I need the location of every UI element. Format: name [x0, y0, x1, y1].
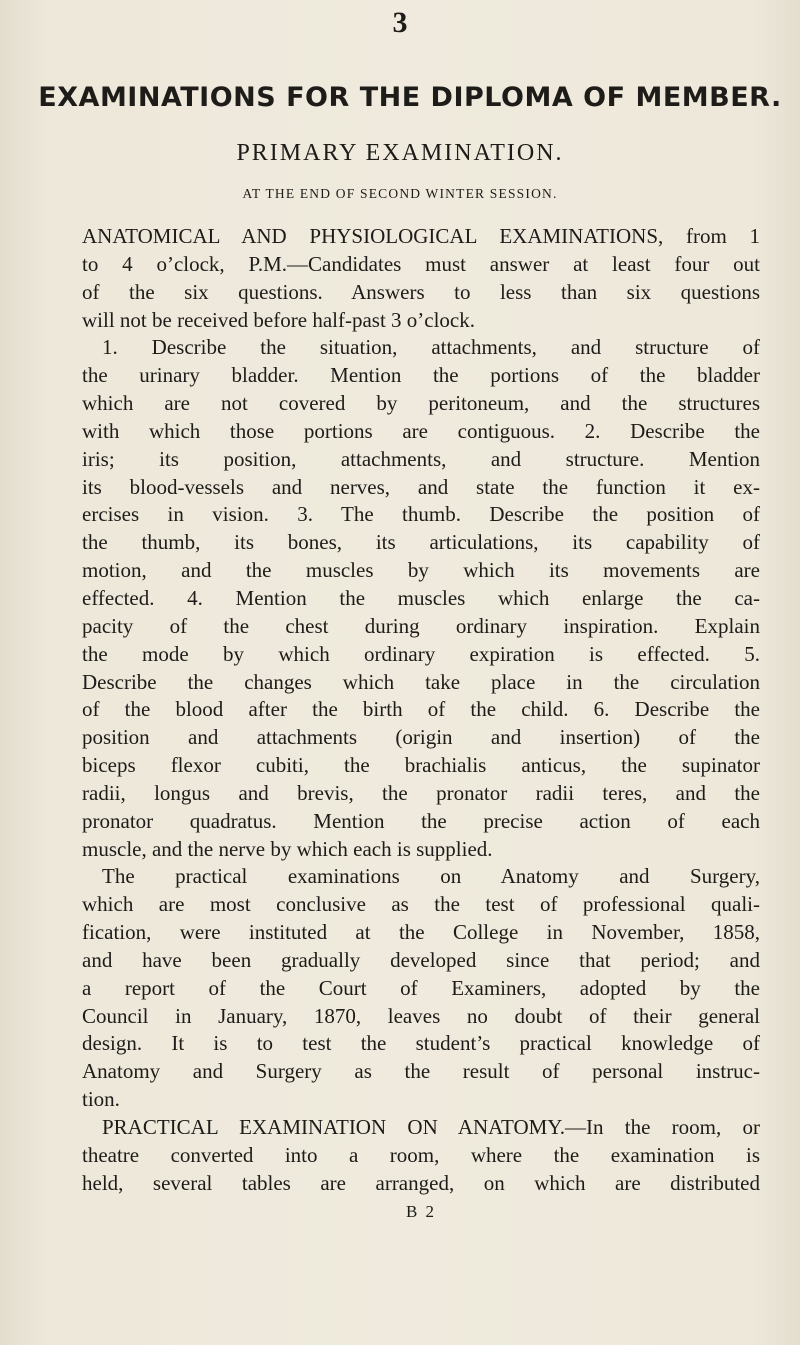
text-line: Anatomy and Surgery as the result of personal instruc- — [82, 1059, 760, 1084]
text-line: Council in January, 1870, leaves no doubt of their general — [82, 1003, 760, 1028]
text-line: will not be received before half-past 3 o’clock. — [82, 307, 476, 332]
text-line: with which those portions are contiguous. 2. Describe the — [82, 418, 760, 443]
text-line: its blood-vessels and nerves, and state the function it ex- — [82, 474, 760, 499]
text-line: pronator quadratus. Mention the precise action of each — [82, 808, 760, 833]
text-line: motion, and the muscles by which its movements are — [82, 558, 760, 583]
page-number: 3 — [392, 6, 408, 39]
text-line: the urinary bladder. Mention the portions of the bladder — [82, 363, 760, 388]
text-line: ANATOMICAL AND PHYSIOLOGICAL EXAMINATIONS, from 1 — [82, 224, 760, 248]
text-line: 1. Describe the situation, attachments, and structure of — [102, 335, 760, 360]
text-line: ercises in vision. 3. The thumb. Describe the position of — [82, 502, 760, 527]
text-line: the thumb, its bones, its articulations, its capability of — [82, 530, 760, 555]
text-line: fication, were instituted at the College in November, 1858, — [82, 920, 760, 945]
section-heading: PRIMARY EXAMINATION. — [236, 140, 564, 166]
text-line: The practical examinations on Anatomy and Surgery, — [102, 864, 760, 889]
text-line: tion. — [82, 1087, 120, 1112]
text-line: and have been gradually developed since that period; and — [82, 947, 760, 972]
text-line: iris; its position, attachments, and structure. Mention — [82, 446, 760, 471]
text-line: of the six questions. Answers to less than six questions — [82, 279, 760, 304]
text-line: which are not covered by peritoneum, and the structures — [82, 391, 760, 416]
text-line: design. It is to test the student’s practical knowledge of — [82, 1031, 760, 1056]
text-line: position and attachments (origin and insertion) of the — [82, 725, 760, 750]
text-line: the mode by which ordinary expiration is effected. 5. — [82, 641, 760, 666]
body-text — [82, 223, 760, 1225]
text-line: of the blood after the birth of the child. 6. Describe the — [82, 697, 760, 722]
text-line: Describe the changes which take place in the circulation — [82, 669, 760, 694]
text-line: muscle, and the nerve by which each is supplied. — [82, 836, 493, 861]
text-line: a report of the Court of Examiners, adopted by the — [82, 975, 760, 1000]
session-note: AT THE END OF SECOND WINTER SESSION. — [242, 186, 558, 201]
text-line: held, several tables are arranged, on which are distributed — [82, 1170, 760, 1195]
text-line: theatre converted into a room, where the examination is — [82, 1142, 760, 1167]
text-line: PRACTICAL EXAMINATION ON ANATOMY.—In the room, or — [102, 1115, 760, 1139]
page-title: EXAMINATIONS FOR THE DIPLOMA OF MEMBER. — [38, 82, 782, 113]
text-line: to 4 o’clock, P.M.—Candidates must answer at least four out — [82, 251, 760, 276]
text-line: effected. 4. Mention the muscles which enlarge the ca- — [82, 585, 760, 610]
text-line: pacity of the chest during ordinary inspiration. Explain — [82, 613, 760, 638]
signature-mark: B 2 — [405, 1201, 437, 1221]
text-line: which are most conclusive as the test of professional quali- — [82, 892, 760, 917]
text-line: biceps flexor cubiti, the brachialis anticus, the supinator — [82, 753, 760, 778]
text-line: radii, longus and brevis, the pronator radii teres, and the — [82, 780, 760, 805]
